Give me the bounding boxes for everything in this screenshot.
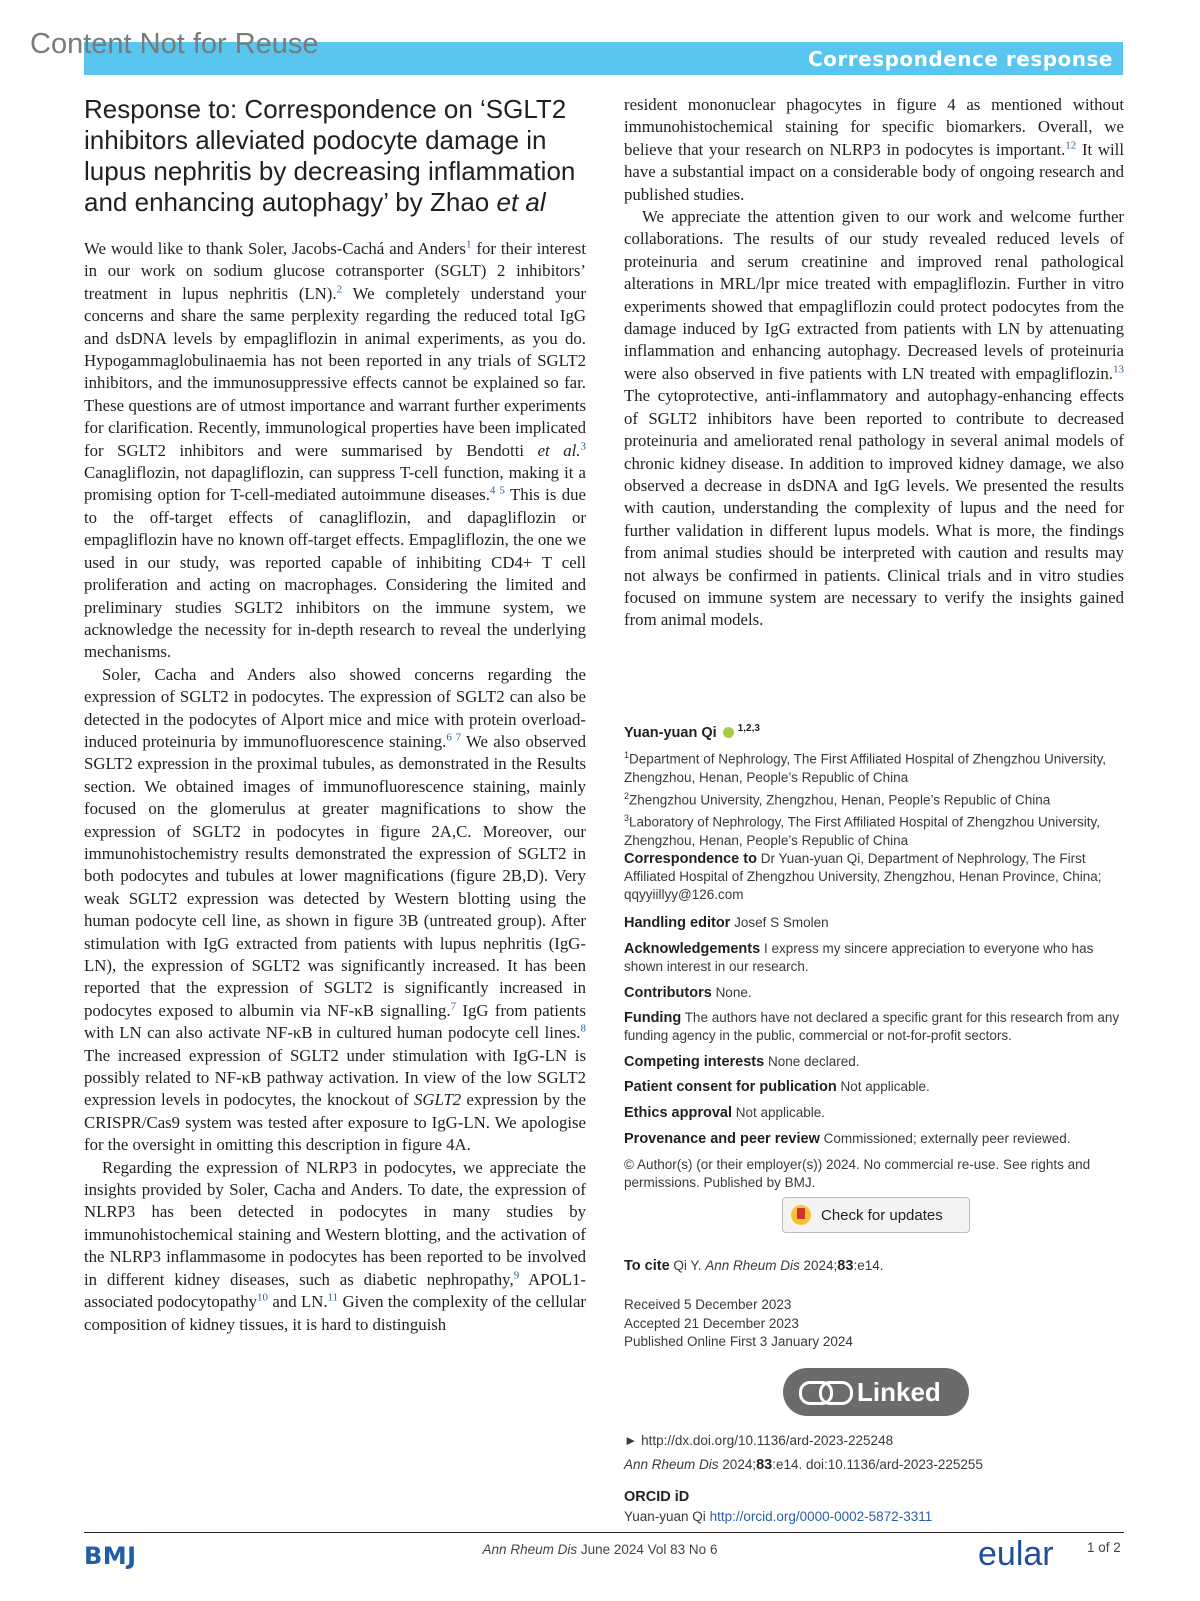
ref-link[interactable]: 3 [580,440,586,453]
orcid-link[interactable]: http://orcid.org/0000-0002-5872-3311 [709,1509,933,1524]
label: Competing interests [624,1054,765,1070]
provenance [624,1130,1124,1148]
title-italic: et al [496,187,546,217]
ref-link[interactable]: 11 [327,1291,339,1304]
journal: Ann Rheum Dis [705,1258,800,1273]
text: The authors have not declared a specific grant for this research from any funding agency in the public, commercial or not-for-profit sectors. [624,1010,1120,1043]
text: APOL1-associated podocytopathy [84,1269,586,1312]
label: Provenance and peer review [624,1131,820,1147]
text: None declared. [767,1054,860,1069]
ref-link[interactable]: 8 [580,1022,586,1035]
ref-link[interactable]: 2 [336,283,343,296]
check-updates-button[interactable] [782,1197,970,1233]
text: This is due to the off-target effects of canagliflozin, and dapagliflozin or empagliflozin have no known off-target effects. Empagliflozin, the one we used in our study, was reported capable of inhibiting CD4+ T cell proliferation and acting on macrophages. Considering the limited and preliminary studies SGLT2 inhibitors on the immune system, we acknowledge the necessity for in-depth research to reveal the underlying mechanisms. [84,485,586,662]
paragraph-4 [624,206,1124,632]
paragraph-1 [84,238,586,664]
orcid-name: Yuan-yuan Qi [624,1509,710,1524]
paragraph-3 [84,1157,586,1336]
label: Correspondence to [624,851,757,867]
text: 2024; [799,1258,838,1273]
text: Qi Y. [673,1258,706,1273]
page-number: 1 of 2 [1087,1540,1121,1555]
aff-num: 3 [624,813,630,823]
funding [624,1009,1124,1045]
text: It will have a substantial impact on a considerable body of ongoing research and published studies. [624,139,1124,204]
text: We would like to thank Soler, Jacobs-Cachá and Anders [84,239,466,258]
copyright: © Author(s) (or their employer(s)) 2024. No commercial re-use. See rights and permissions. Published by BMJ. [624,1157,1091,1190]
acknowledgements [624,940,1124,976]
doi-line [624,1456,1124,1474]
competing-interests [624,1053,1124,1071]
p3-overflow-start: Given the complexity of the cellular composition of kidney tissues, it is hard to distinguish [84,1292,586,1334]
ref-link[interactable]: 7 [450,1000,457,1013]
label: Acknowledgements [624,941,761,957]
handling-editor [624,914,1124,932]
watermark: Content Not for Reuse [30,28,319,60]
aff-text: Laboratory of Nephrology, The First Affiliated Hospital of Zhengzhou University, Zhengzhou, Henan, People’s Republic of China [624,814,1101,848]
aff-text: Zhengzhou University, Zhengzhou, Henan, People’s Republic of China [629,792,1051,807]
ethics-approval [624,1104,1124,1122]
label: Patient consent for publication [624,1079,837,1095]
check-updates-icon [791,1205,811,1225]
ref-link[interactable]: 6 7 [446,731,462,744]
body-column-left [84,238,586,1336]
affiliation [624,746,1124,787]
title-main: Response to: Correspondence on ‘SGLT2 inhibitors alleviated podocyte damage in lupus nephritis by decreasing inflammation and enhancing autophagy’ by Zhao [84,94,576,217]
ref-link[interactable]: 9 [513,1269,520,1282]
volume: 83 [837,1258,854,1274]
linked-label: Linked [857,1377,941,1407]
text: 2024; [718,1457,757,1472]
affiliation [624,787,1124,810]
text-italic: et al. [537,440,581,460]
text: Soler, Cacha and Anders also showed concerns regarding the expression of SGLT2 in podocytes. The expression of SGLT2 can also be detected in the podocytes of Alport mice and mice with protein overload-induced proteinuria by immunofluorescence staining. [84,664,586,751]
paragraph-3-cont [624,94,1124,206]
paragraph-2 [84,664,586,1157]
text: Commissioned; externally peer reviewed. [823,1131,1071,1146]
text: :e14. [853,1258,884,1273]
ref-link[interactable]: 10 [257,1291,269,1304]
aff-num: 2 [624,790,630,801]
aff-text: Department of Nephrology, The First Affiliated Hospital of Zhengzhou University, Zhengzhou, Henan, People’s Republic of China [624,751,1106,785]
citation [624,1257,1124,1275]
author-sup: 1,2,3 [737,723,760,734]
text: IgG from patients with LN can also activate NF-κB in cultured human podocyte cell lines. [84,1000,586,1043]
received-date: Received 5 December 2023 [624,1297,792,1312]
label: To cite [624,1258,670,1274]
affiliations [624,746,1124,850]
ref-link[interactable]: 13 [1113,363,1124,376]
text: The increased expression of SGLT2 under stimulation with IgG-LN is possibly related to NF-κB pathway activation. In view of the low SGLT2 expression levels in podocytes, the knockout of [84,1045,586,1110]
section-label: Correspondence response [807,47,1113,71]
text-italic: SGLT2 [413,1090,462,1110]
doi-link[interactable]: http://dx.doi.org/10.1136/ard-2023-225248 [641,1433,894,1448]
journal: Ann Rheum Dis [482,1542,578,1557]
text: The cytoprotective, anti-inflammatory and autophagy-enhancing effects of SGLT2 inhibitors have been reported to contribute to decreased proteinuria and ameliorated renal pathology in several animal models of chronic kidney disease. In addition to improved kidney damage, we also observed a decrease in dsDNA and IgG levels. We presented the results with caution, understanding the complexity of lupus and the need for further validation in different lupus models. What is more, the findings from animal studies should be interpreted with caution and results may not always be confirmed in patients. Clinical trials and in vitro studies focused on immune system are necessary to verify the insights gained from animal models. [624,386,1124,630]
arrow-icon: ► [624,1433,638,1448]
text: We completely understand your concerns and share the same perplexity regarding the reduced total IgG and dsDNA levels by empagliflozin in animal experiments, as you do. Hypogammaglobulinaemia has not been reported in any trials of SGLT2 inhibitors, and the immunosuppressive effects cannot be explained so far. These questions are of utmost importance and warrant further experiments for clarification. Recently, immunological properties have been implicated for SGLT2 inhibitors and were summarised by Bendotti [84,283,586,460]
text: for their interest in our work on sodium glucose cotransporter (SGLT) 2 inhibitors’ treatment in lupus nephritis (LN). [84,239,586,303]
orcid-heading: ORCID iD [624,1489,690,1505]
text: Canagliflozin, not dapagliflozin, can suppress T-cell function, making it a promising option for T-cell-mediated autoimmune diseases. [84,463,586,505]
text: Not applicable. [840,1079,930,1094]
text: We also observed SGLT2 expression in the proximal tubules, as demonstrated in the Results section. We obtained images of immunofluorescence staining, mainly focused on the glomerulus at greater magnifications to show the expression of SGLT2 in podocytes in figure 2A,C. Moreover, our immunohistochemistry results demonstrated the expression of SGLT2 in both podocytes and tubules at lower magnifications (figure 2B,D). Very weak SGLT2 expression was detected by Western blotting using the human podocyte cell line, as shown in figure 3B (untreated group). After stimulation with IgG extracted from patients with lupus nephritis (IgG-LN), the expression of SGLT2 was significantly increased. It has been reported that the expression of SGLT2 is significantly increased in podocytes exposed to albumin via NF-κB signalling. [84,731,587,1020]
linked-doi [624,1432,1124,1450]
linked-badge[interactable] [783,1368,969,1416]
ref-link[interactable]: 12 [1065,139,1077,152]
text: :e14. doi:10.1136/ard-2023-225255 [772,1457,983,1472]
check-updates-label: Check for updates [821,1207,943,1224]
text: None. [715,985,752,1000]
label: Contributors [624,985,712,1001]
bmj-logo: BMJ [84,1542,137,1570]
patient-consent [624,1078,1124,1096]
ref-link[interactable]: 1 [465,238,472,251]
label: Handling editor [624,915,731,931]
volume: 83 [756,1457,773,1473]
text: Josef S Smolen [734,915,829,930]
text: Regarding the expression of NLRP3 in podocytes, we appreciate the insights provided by Soler, Cacha and Anders. To date, the expression of NLRP3 has been detected in podocytes in many studies by immunohistochemical staining and Western blotting, and the activation of the NLRP3 inflammasome in podocytes has been reported to be involved in different kidney diseases, such as diabetic nephropathy, [84,1157,586,1289]
issue: June 2024 Vol 83 No 6 [577,1542,718,1557]
label: Ethics approval [624,1105,732,1121]
text: and LN. [268,1292,328,1312]
article-title [84,94,604,218]
correspondence [624,850,1124,904]
ref-link[interactable]: 4 5 [489,484,505,497]
p3-overflow-end: resident mononuclear phagocytes in figure 4 as mentioned without immunohistochemical staining for specific biomarkers. Overall, we believe that your research on NLRP3 in podocytes is important. [624,95,1124,159]
journal: Ann Rheum Dis [624,1457,719,1472]
contributors [624,984,1124,1002]
text: Dr Yuan-yuan Qi, Department of Nephrology, The First Affiliated Hospital of Zhengzhou University, Zhengzhou, Henan Province, China; qqyyiillyy@126.com [624,851,1102,902]
eular-logo: eular [978,1535,1054,1573]
accepted-date: Accepted 21 December 2023 [624,1315,799,1331]
published-date: Published Online First 3 January 2024 [624,1334,853,1349]
text: expression by the CRISPR/Cas9 system was tested after exposure to IgG-LN. We apologise for the oversight in omitting this description in figure 4A. [84,1090,586,1155]
text: We appreciate the attention given to our work and welcome further collaborations. The results of our study revealed reduced levels of proteinuria and serum creatinine and improved renal pathological alterations in MRL/lpr mice treated with empagliflozin. Further in vitro experiments showed that empagliflozin could protect podocytes from the damage induced by IgG extracted from patients with LN by attenuating inflammation and enhancing autophagy. Decreased levels of proteinuria were also observed in five patients with LN treated with empagliflozin. [624,207,1124,383]
text: I express my sincere appreciation to everyone who has shown interest in our research. [624,941,1094,974]
author-name [624,720,1124,742]
body-column-right [624,94,1124,632]
orcid-icon[interactable] [723,727,734,738]
dates [624,1296,1124,1352]
label: Funding [624,1010,682,1026]
aff-num: 1 [624,750,630,760]
footer-rule [84,1532,1124,1533]
affiliation [624,809,1124,850]
orcid-line [624,1508,1124,1526]
text: Not applicable. [735,1105,826,1120]
author: Yuan-yuan Qi [624,724,717,741]
link-icon [799,1381,847,1403]
